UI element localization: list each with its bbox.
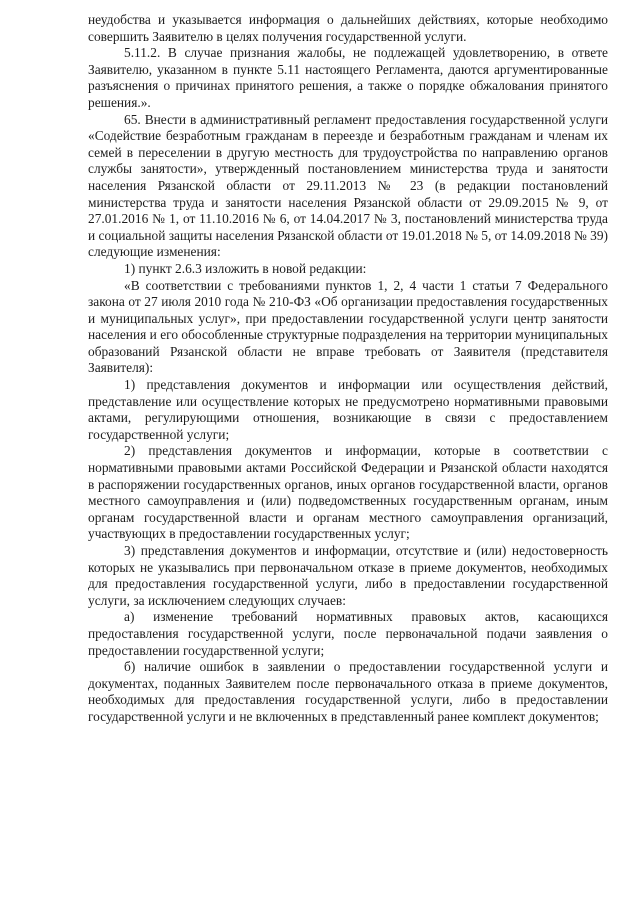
paragraph-quote-intro: «В соответствии с требованиями пунктов 1, 2, 4 части 1 статьи 7 Федерального закона от 27 июля 2010 года № 210-ФЗ «Об организации предоставления государственных и муниципальных услуг», при предоставлении государственной услуги центр занятости населения и его обособленные структурные подразделения на территории муниципальных образований Рязанской области не вправе требовать от Заявителя (представителя Заявителя):: [88, 277, 608, 376]
paragraph-list-3: 3) представления документов и информации, отсутствие и (или) недостоверность которых не указывались при первоначальном отказе в приеме документов, необходимых для предоставления государственной услуги, либо в предоставлении государственной услуги, за исключением следующих случаев:: [88, 543, 608, 608]
paragraph-item-1: 1) пункт 2.6.3 изложить в новой редакции:: [124, 260, 367, 276]
paragraph-continuation: неудобства и указывается информация о дальнейших действиях, которые необходимо совершить Заявителю в целях получения государственной услуги.: [88, 12, 608, 44]
paragraph-list-3b: б) наличие ошибок в заявлении о предоставлении государственной услуги и документах, поданных Заявителем после первоначального отказа в приеме документов, необходимых для предоставления государственной услуги, либо в предоставлении государственной услуги и не включенных в представленный ранее комплект документов;: [88, 659, 608, 724]
document-body: [88, 12, 608, 726]
paragraph-5-11-2: 5.11.2. В случае признания жалобы, не подлежащей удовлетворению, в ответе Заявителю, указанном в пункте 5.11 настоящего Регламента, даются аргументированные разъяснения о причинах принятого решения, а также о порядке обжалования принятого решения.».: [88, 45, 608, 110]
paragraph-list-1: 1) представления документов и информации или осуществления действий, представление или осуществление которых не предусмотрено нормативными правовыми актами, регулирующими отношения, возникающие в связи с предоставлением государственной услуги;: [88, 377, 608, 442]
paragraph-65: 65. Внести в административный регламент предоставления государственной услуги «Содействие безработным гражданам в переезде и безработным гражданам и членам их семей в переселении в другую местность для трудоустройства по направлению органов службы занятости», утвержденный постановлением министерства труда и занятости населения Рязанской области от 29.11.2013 № 23 (в редакции постановлений министерства труда и занятости населения Рязанской области от 29.09.2015 № 9, от 27.01.2016 № 1, от 11.10.2016 № 6, от 14.04.2017 № 3, постановлений министерства труда и социальной защиты населения Рязанской области от 19.01.2018 № 5, от 14.09.2018 № 39) следующие изменения:: [88, 111, 608, 260]
paragraph-list-2: 2) представления документов и информации, которые в соответствии с нормативными правовыми актами Российской Федерации и Рязанской области находятся в распоряжении государственных органов, иных органов государственной власти, органов местного самоуправления и (или) подведомственных государственным органам, иным органам государственной власти и органам местного самоуправления организаций, участвующих в предоставлении государственных услуг;: [88, 443, 608, 542]
paragraph-list-3a: а) изменение требований нормативных правовых актов, касающихся предоставления государственной услуги, после первоначальной подачи заявления о предоставлении государственной услуги;: [88, 609, 608, 658]
